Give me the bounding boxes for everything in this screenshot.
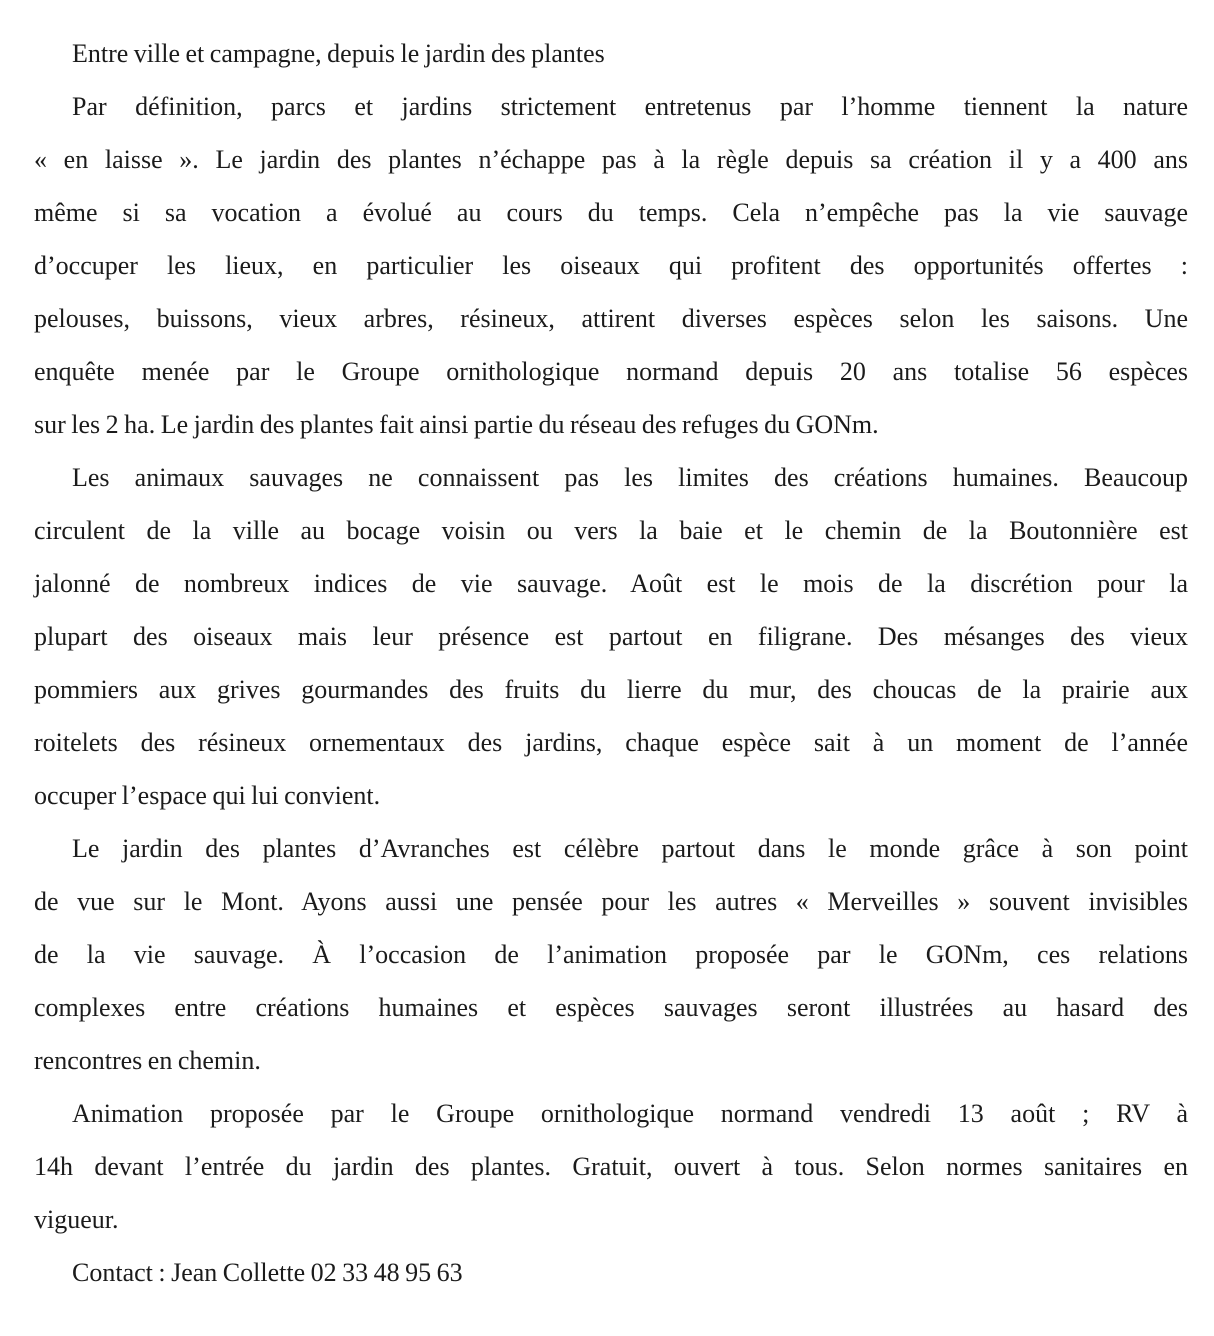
text-line: de vue sur le Mont. Ayons aussi une pensée pour les autres « Merveilles » souvent invisibles [34, 887, 1188, 916]
contact-line: Contact : Jean Collette 02 33 48 95 63 [72, 1258, 463, 1287]
text-line: d’occuper les lieux, en particulier les oiseaux qui profitent des opportunités offertes : [34, 251, 1188, 280]
text-line: pelouses, buissons, vieux arbres, résineux, attirent diverses espèces selon les saisons. Une [34, 304, 1188, 333]
contact-paragraph [34, 1246, 1188, 1299]
text-line: de la vie sauvage. À l’occasion de l’animation proposée par le GONm, ces relations [34, 940, 1188, 969]
text-line: pommiers aux grives gourmandes des fruits du lierre du mur, des choucas de la prairie aux [34, 675, 1188, 704]
text-line: sur les 2 ha. Le jardin des plantes fait ainsi partie du réseau des refuges du GONm. [34, 410, 879, 439]
paragraph [34, 80, 1188, 451]
text-line: « en laisse ». Le jardin des plantes n’échappe pas à la règle depuis sa création il y a 400 ans [34, 145, 1188, 174]
paragraph [34, 1087, 1188, 1246]
text-line: Par définition, parcs et jardins strictement entretenus par l’homme tiennent la nature [72, 92, 1188, 121]
text-line: circulent de la ville au bocage voisin ou vers la baie et le chemin de la Boutonnière est [34, 516, 1188, 545]
text-line: même si sa vocation a évolué au cours du temps. Cela n’empêche pas la vie sauvage [34, 198, 1188, 227]
text-line: rencontres en chemin. [34, 1046, 261, 1075]
text-line: complexes entre créations humaines et espèces sauvages seront illustrées au hasard des [34, 993, 1188, 1022]
document-title-line: Entre ville et campagne, depuis le jardin des plantes [72, 39, 605, 68]
text-line: 14h devant l’entrée du jardin des plantes. Gratuit, ouvert à tous. Selon normes sanitaires en [34, 1152, 1188, 1181]
text-line: Animation proposée par le Groupe ornithologique normand vendredi 13 août ; RV à [72, 1099, 1188, 1128]
text-line: Les animaux sauvages ne connaissent pas les limites des créations humaines. Beaucoup [72, 463, 1188, 492]
paragraph [34, 822, 1188, 1087]
paragraph [34, 451, 1188, 822]
text-line: roitelets des résineux ornementaux des jardins, chaque espèce sait à un moment de l’année [34, 728, 1188, 757]
text-line: vigueur. [34, 1205, 119, 1234]
text-line: occuper l’espace qui lui convient. [34, 781, 381, 810]
text-line: jalonné de nombreux indices de vie sauvage. Août est le mois de la discrétion pour la [34, 569, 1188, 598]
text-line: Le jardin des plantes d’Avranches est célèbre partout dans le monde grâce à son point [72, 834, 1188, 863]
document-title-paragraph [34, 27, 1188, 80]
text-line: enquête menée par le Groupe ornithologique normand depuis 20 ans totalise 56 espèces [34, 357, 1188, 386]
text-line: plupart des oiseaux mais leur présence est partout en filigrane. Des mésanges des vieux [34, 622, 1188, 651]
